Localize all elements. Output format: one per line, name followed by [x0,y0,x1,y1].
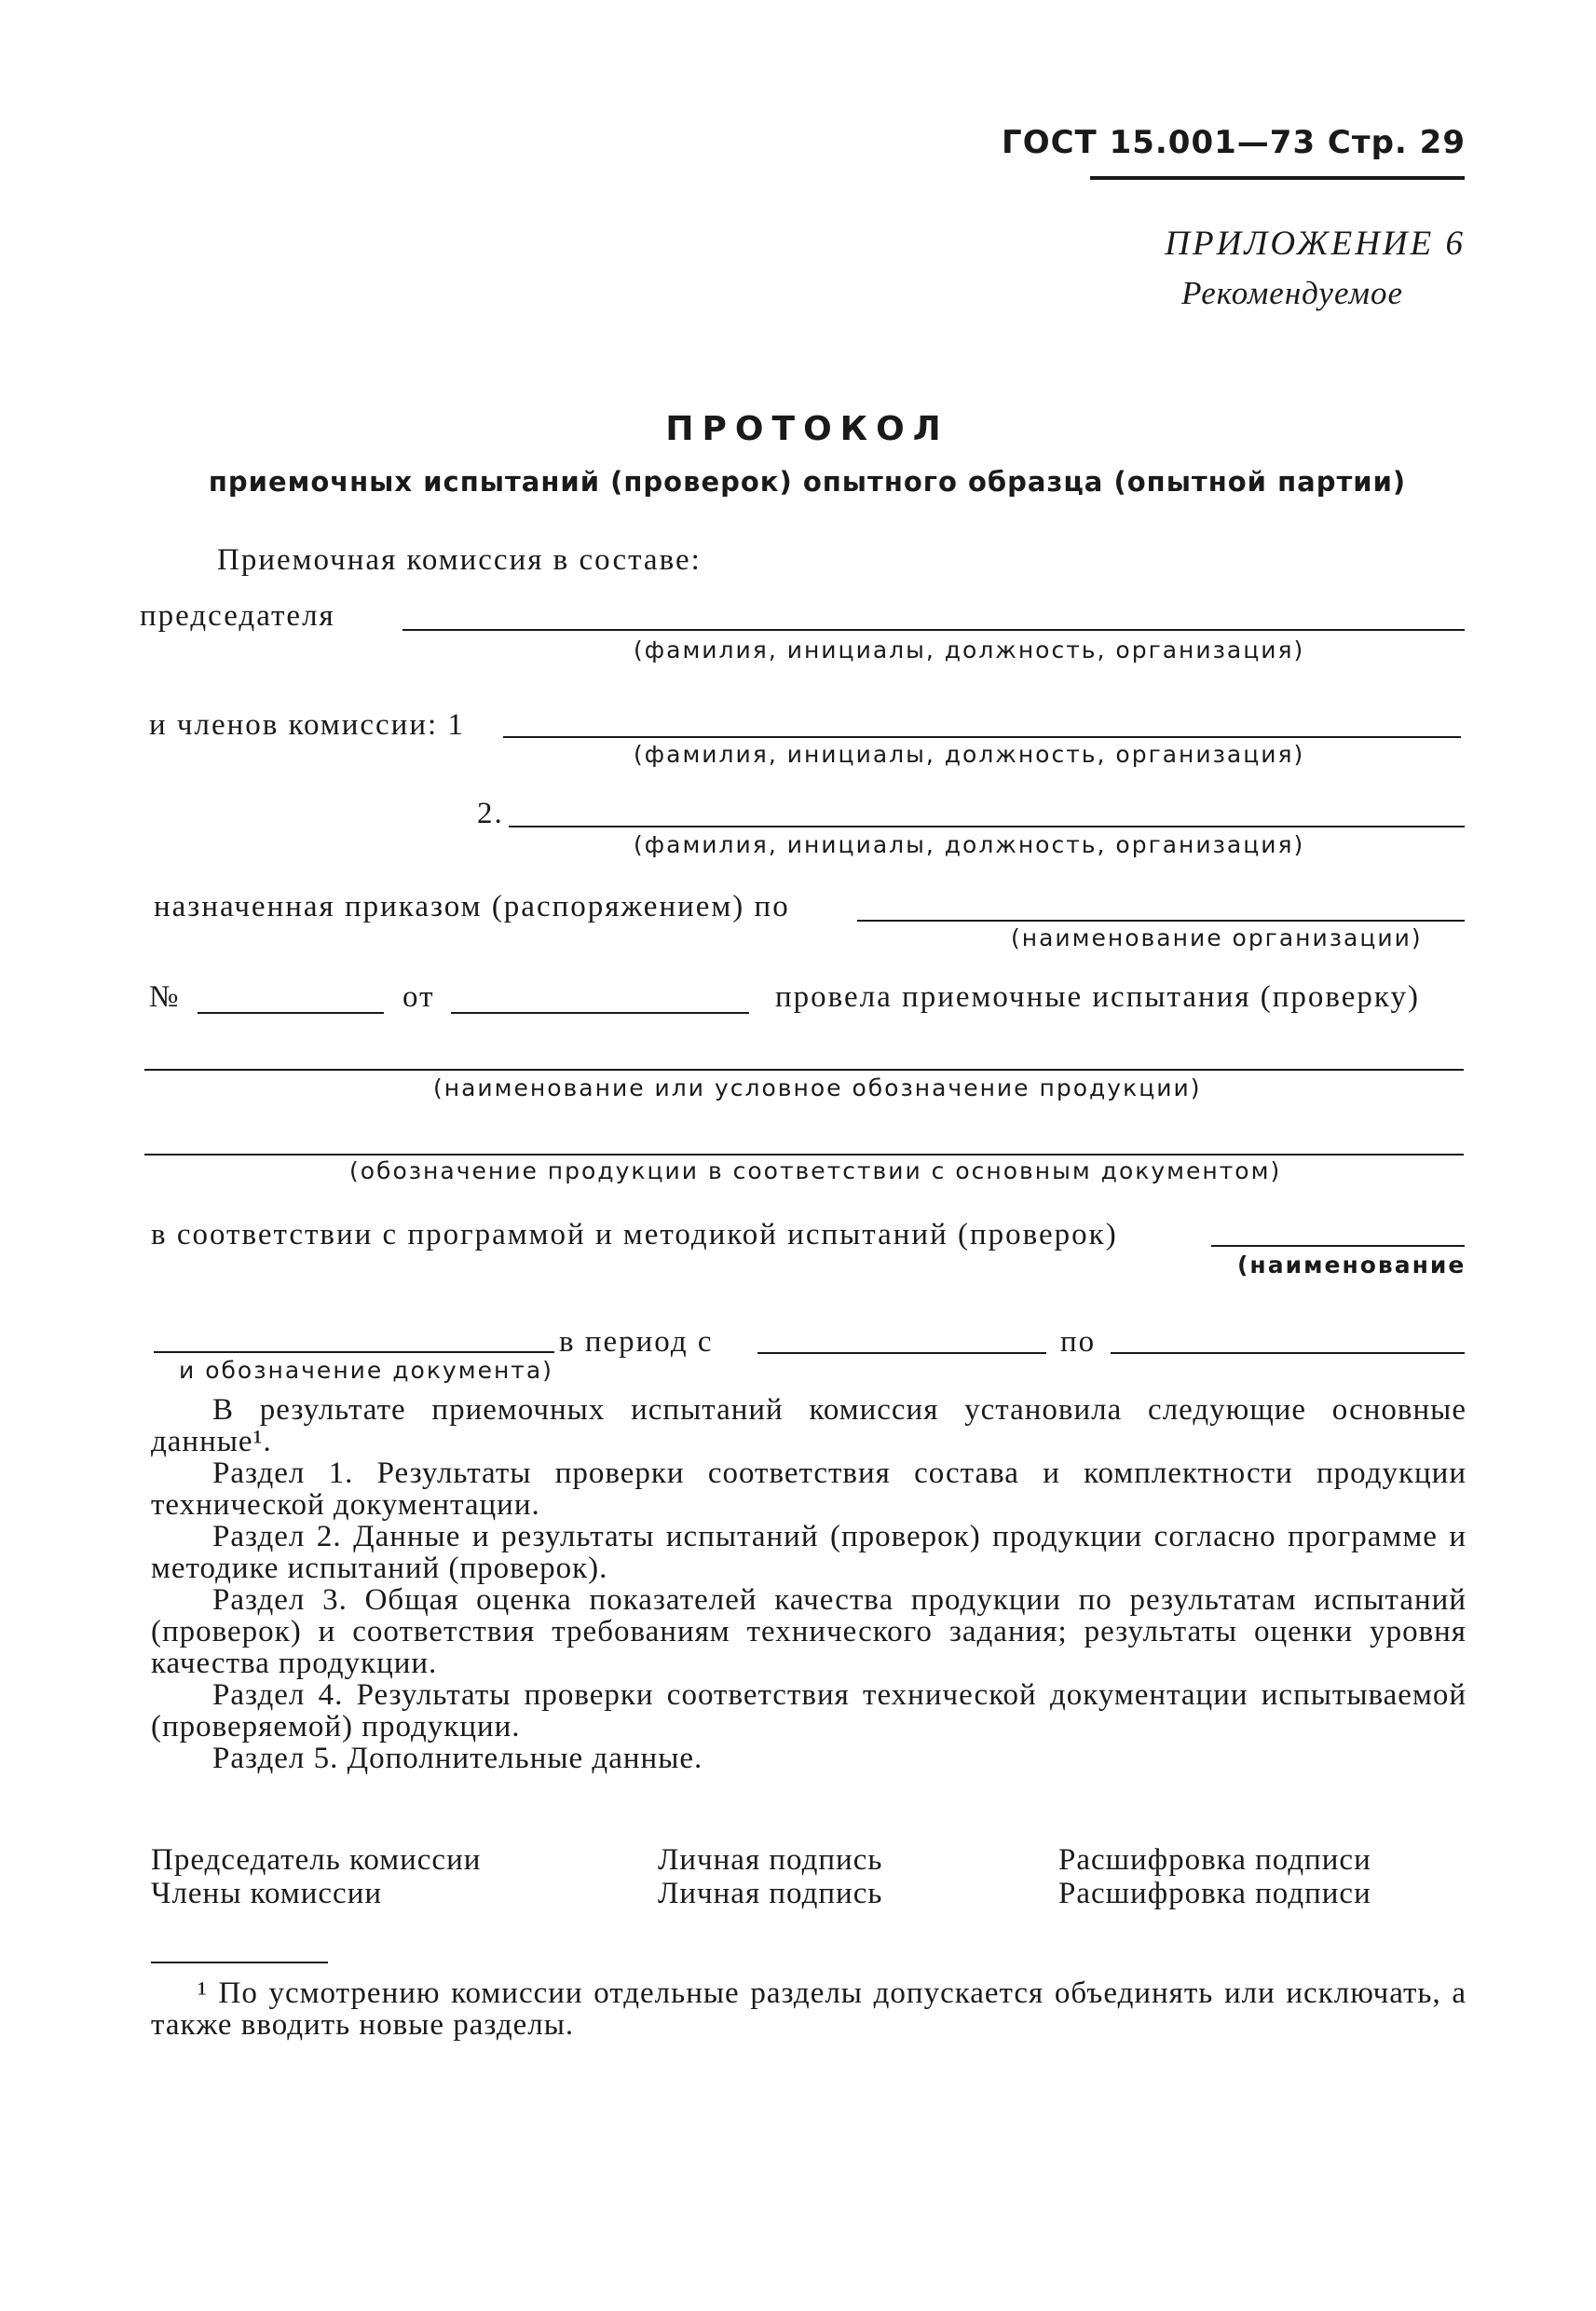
doc-hint-part2: и обозначение документа) [179,1357,553,1384]
signature-members-personal: Личная подпись [658,1877,883,1910]
order-number-field-line[interactable] [198,1012,384,1014]
product-name-field-line[interactable] [144,1069,1464,1071]
member1-field-line[interactable] [503,736,1461,738]
order-date-field-line[interactable] [451,1012,749,1014]
section-3-text: Раздел 3. Общая оценка показателей качества продукции по результатам испытаний (проверок) и соответствия требованиям технического задания; результаты оценки уровня качества продукции. [151,1583,1466,1680]
protocol-title: ПРОТОКОЛ [665,410,949,448]
commission-intro: Приемочная комиссия в составе: [217,543,702,577]
appendix-label: ПРИЛОЖЕНИЕ 6 [1165,225,1466,263]
appointed-label: назначенная приказом (распоряжением) по [154,890,790,923]
product-designation-field-hint: (обозначение продукции в соответствии с основным документом) [349,1157,1282,1184]
section-4-text: Раздел 4. Результаты проверки соответствия технической документации испытываемой (проверяемой) продукции. [151,1678,1466,1744]
doc-hint-part1: (наименование [1237,1251,1466,1279]
section-2-text: Раздел 2. Данные и результаты испытаний (проверок) продукции согласно программе и методике испытаний (проверок). [151,1520,1466,1585]
results-body [151,1394,1466,1774]
chairman-field-line[interactable] [402,629,1465,631]
chairman-label: председателя [140,599,335,633]
section-1-text: Раздел 1. Результаты проверки соответствия состава и комплектности продукции технической документации. [151,1456,1466,1522]
period-from-field-line[interactable] [757,1352,1046,1354]
signature-members-label: Члены комиссии [151,1877,383,1910]
section-5-paragraph [151,1743,1466,1774]
program-doc-field-line[interactable] [1211,1245,1465,1247]
footnote [151,1977,1466,2041]
signature-chairman-personal: Личная подпись [658,1843,883,1877]
member1-field-hint: (фамилия, инициалы, должность, организация) [634,741,1305,768]
results-intro-text: В результате приемочных испытаний комиссия установила следующие основные данные¹. [151,1393,1466,1458]
period-from-label: в период с [559,1325,714,1359]
section-2-paragraph [151,1521,1466,1584]
product-name-field-hint: (наименование или условное обозначение продукции) [433,1074,1202,1101]
member2-field-line[interactable] [509,826,1465,827]
standard-header: ГОСТ 15.001—73 Стр. 29 [1002,124,1466,161]
organization-field-hint: (наименование организации) [1011,924,1423,951]
results-intro-paragraph [151,1394,1466,1457]
chairman-field-hint: (фамилия, инициалы, должность, организация) [634,636,1305,663]
section-4-paragraph [151,1679,1466,1743]
appendix-status: Рекомендуемое [1181,275,1403,311]
footnote-text: ¹ По усмотрению комиссии отдельные разделы допускается объединять или исключать, а также вводить новые разделы. [151,1976,1466,2042]
conducted-label: провела приемочные испытания (проверку) [775,980,1420,1014]
product-designation-field-line[interactable] [144,1154,1464,1156]
header-rule [1090,176,1465,180]
order-date-label: от [402,980,435,1014]
program-label: в соответствии с программой и методикой испытаний (проверок) [151,1218,1118,1251]
signature-members-decoding: Расшифровка подписи [1058,1877,1371,1910]
member2-label: 2. [477,797,504,830]
footnote-rule [151,1962,328,1963]
section-1-paragraph [151,1457,1466,1521]
section-3-paragraph [151,1584,1466,1679]
member2-field-hint: (фамилия, инициалы, должность, организация) [634,831,1305,858]
members-label: и членов комиссии: 1 [149,708,465,742]
signature-chairman-label: Председатель комиссии [151,1843,482,1877]
period-to-label: по [1060,1325,1097,1359]
organization-field-line[interactable] [857,920,1465,922]
signature-chairman-decoding: Расшифровка подписи [1058,1843,1371,1877]
period-to-field-line[interactable] [1111,1352,1465,1354]
doc-name-field-line[interactable] [154,1351,554,1353]
protocol-subtitle: приемочных испытаний (проверок) опытного образца (опытной партии) [208,466,1407,498]
section-5-text: Раздел 5. Дополнительные данные. [212,1742,703,1775]
order-number-label: № [149,980,181,1014]
